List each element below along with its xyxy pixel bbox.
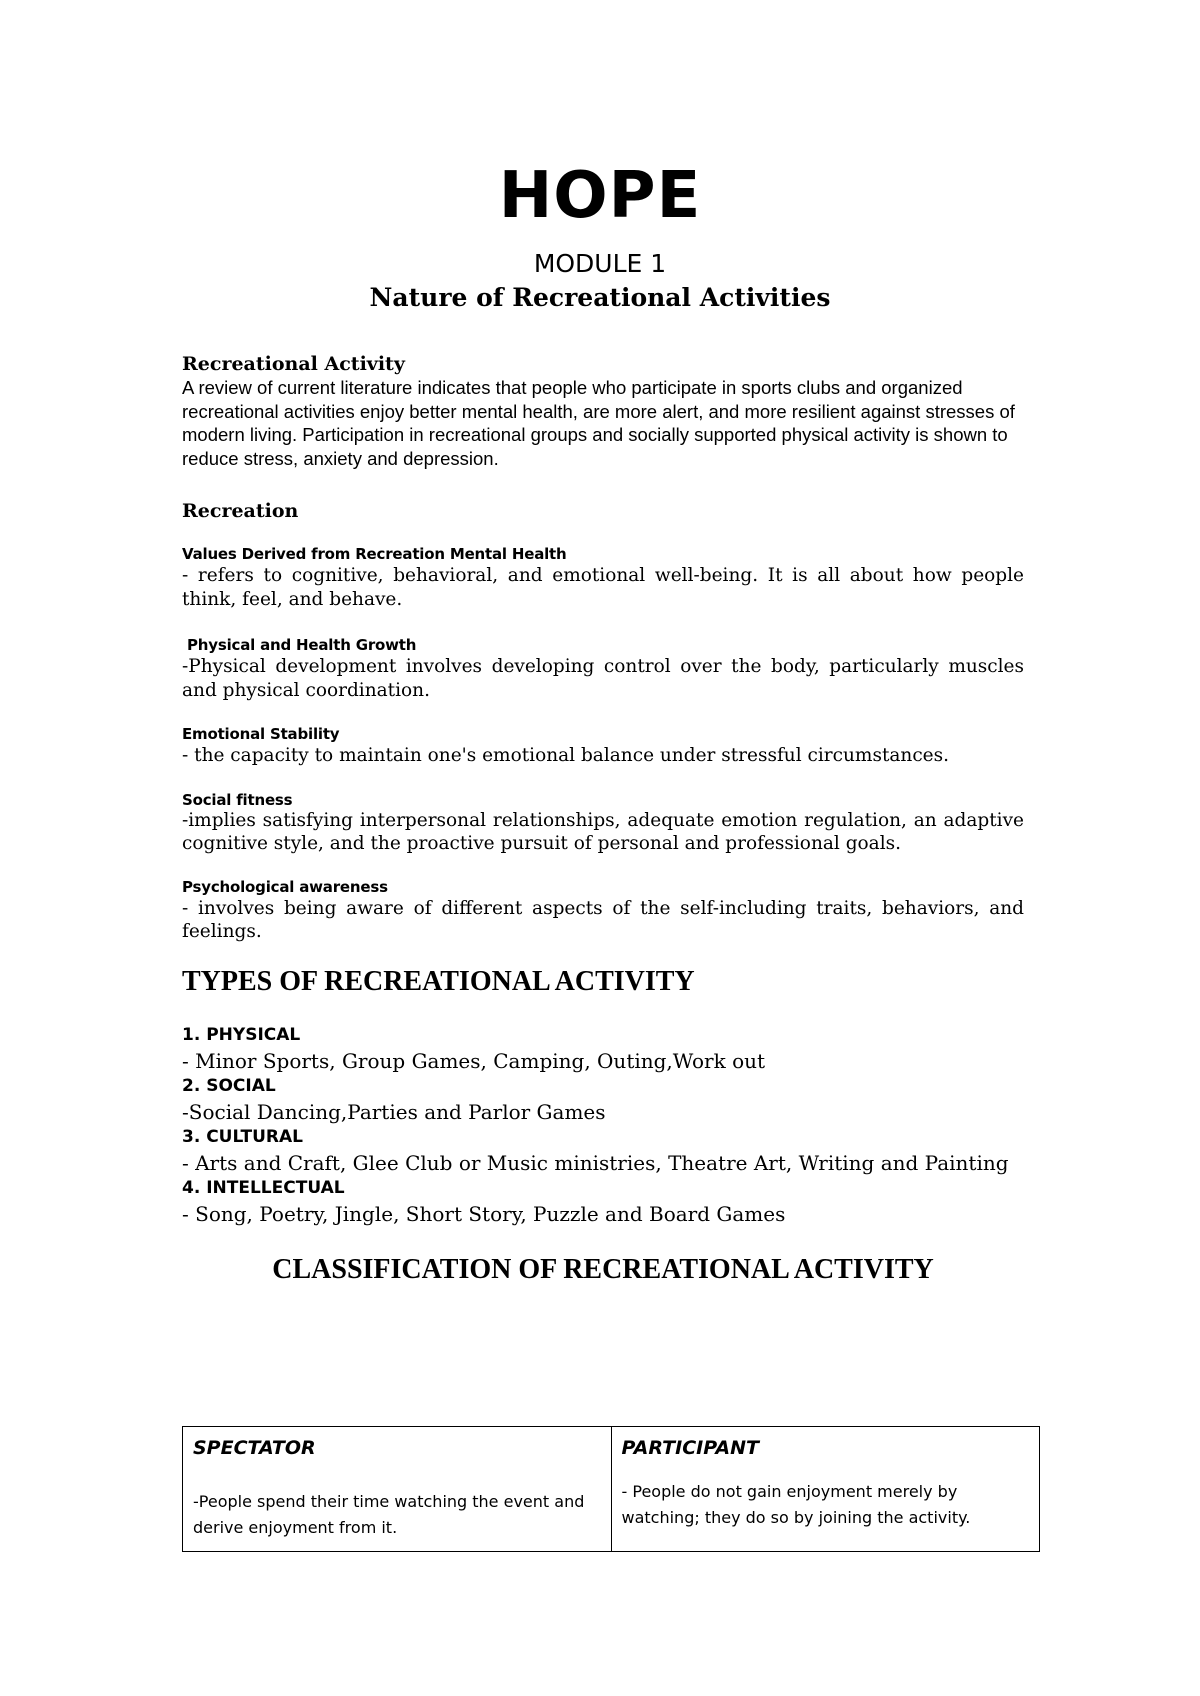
recreational-activity-heading: Recreational Activity bbox=[182, 353, 405, 375]
table-row bbox=[183, 1427, 1040, 1552]
module-label: MODULE 1 bbox=[533, 249, 667, 278]
table-cell-spectator bbox=[183, 1427, 612, 1552]
value-title: Social fitness bbox=[182, 791, 293, 809]
type-title: 2. SOCIAL bbox=[182, 1076, 276, 1096]
value-text: - the capacity to maintain one's emotional balance under stressful circumstances. bbox=[182, 745, 950, 766]
value-title: Psychological awareness bbox=[182, 878, 388, 896]
main-content bbox=[182, 352, 1024, 1287]
module-subtitle: Nature of Recreational Activities bbox=[369, 283, 831, 312]
value-title: Emotional Stability bbox=[182, 725, 340, 743]
type-text: -Social Dancing,Parties and Parlor Games bbox=[182, 1100, 606, 1124]
type-text: - Song, Poetry, Jingle, Short Story, Puzzle and Board Games bbox=[182, 1202, 786, 1226]
document-title: HOPE bbox=[498, 159, 702, 233]
classification-heading: CLASSIFICATION OF RECREATIONAL ACTIVITY bbox=[272, 1254, 934, 1285]
value-text: -Physical development involves developing control over the body, particularly muscles and physical coordination. bbox=[182, 656, 1024, 701]
type-text: - Minor Sports, Group Games, Camping, Outing,Work out bbox=[182, 1049, 766, 1073]
type-title: 1. PHYSICAL bbox=[182, 1025, 301, 1045]
column-label: PARTICIPANT bbox=[621, 1437, 759, 1459]
column-text: -People spend their time watching the event and derive enjoyment from it. bbox=[193, 1492, 585, 1537]
value-title: Physical and Health Growth bbox=[187, 636, 417, 654]
value-text: - involves being aware of different aspects of the self-including traits, behaviors, and feelings. bbox=[182, 898, 1024, 942]
type-title: 3. CULTURAL bbox=[182, 1127, 303, 1147]
value-text: - refers to cognitive, behavioral, and emotional well-being. It is all about how people think, feel, and behave. bbox=[182, 565, 1024, 610]
classification-table bbox=[182, 1426, 1040, 1552]
recreational-activity-text: A review of current literature indicates that people who participate in sports clubs and organized recreational activities enjoy better mental health, are more alert, and more resilient against stresses of modern living. Participation in recreational groups and socially supported physical activity is shown to reduce stress, anxiety and depression. bbox=[182, 377, 1015, 469]
column-text: - People do not gain enjoyment merely by watching; they do so by joining the activity. bbox=[621, 1482, 971, 1527]
value-text: -implies satisfying interpersonal relationships, adequate emotion regulation, an adaptive cognitive style, and the proactive pursuit of personal and professional goals. bbox=[182, 810, 1024, 854]
type-text: - Arts and Craft, Glee Club or Music ministries, Theatre Art, Writing and Painting bbox=[182, 1151, 1009, 1175]
column-label: SPECTATOR bbox=[193, 1437, 316, 1459]
recreation-heading: Recreation bbox=[182, 500, 299, 522]
table-cell-participant bbox=[611, 1427, 1040, 1552]
value-title: Values Derived from Recreation Mental Health bbox=[182, 545, 567, 563]
type-title: 4. INTELLECTUAL bbox=[182, 1178, 345, 1198]
types-heading: TYPES OF RECREATIONAL ACTIVITY bbox=[182, 966, 695, 997]
